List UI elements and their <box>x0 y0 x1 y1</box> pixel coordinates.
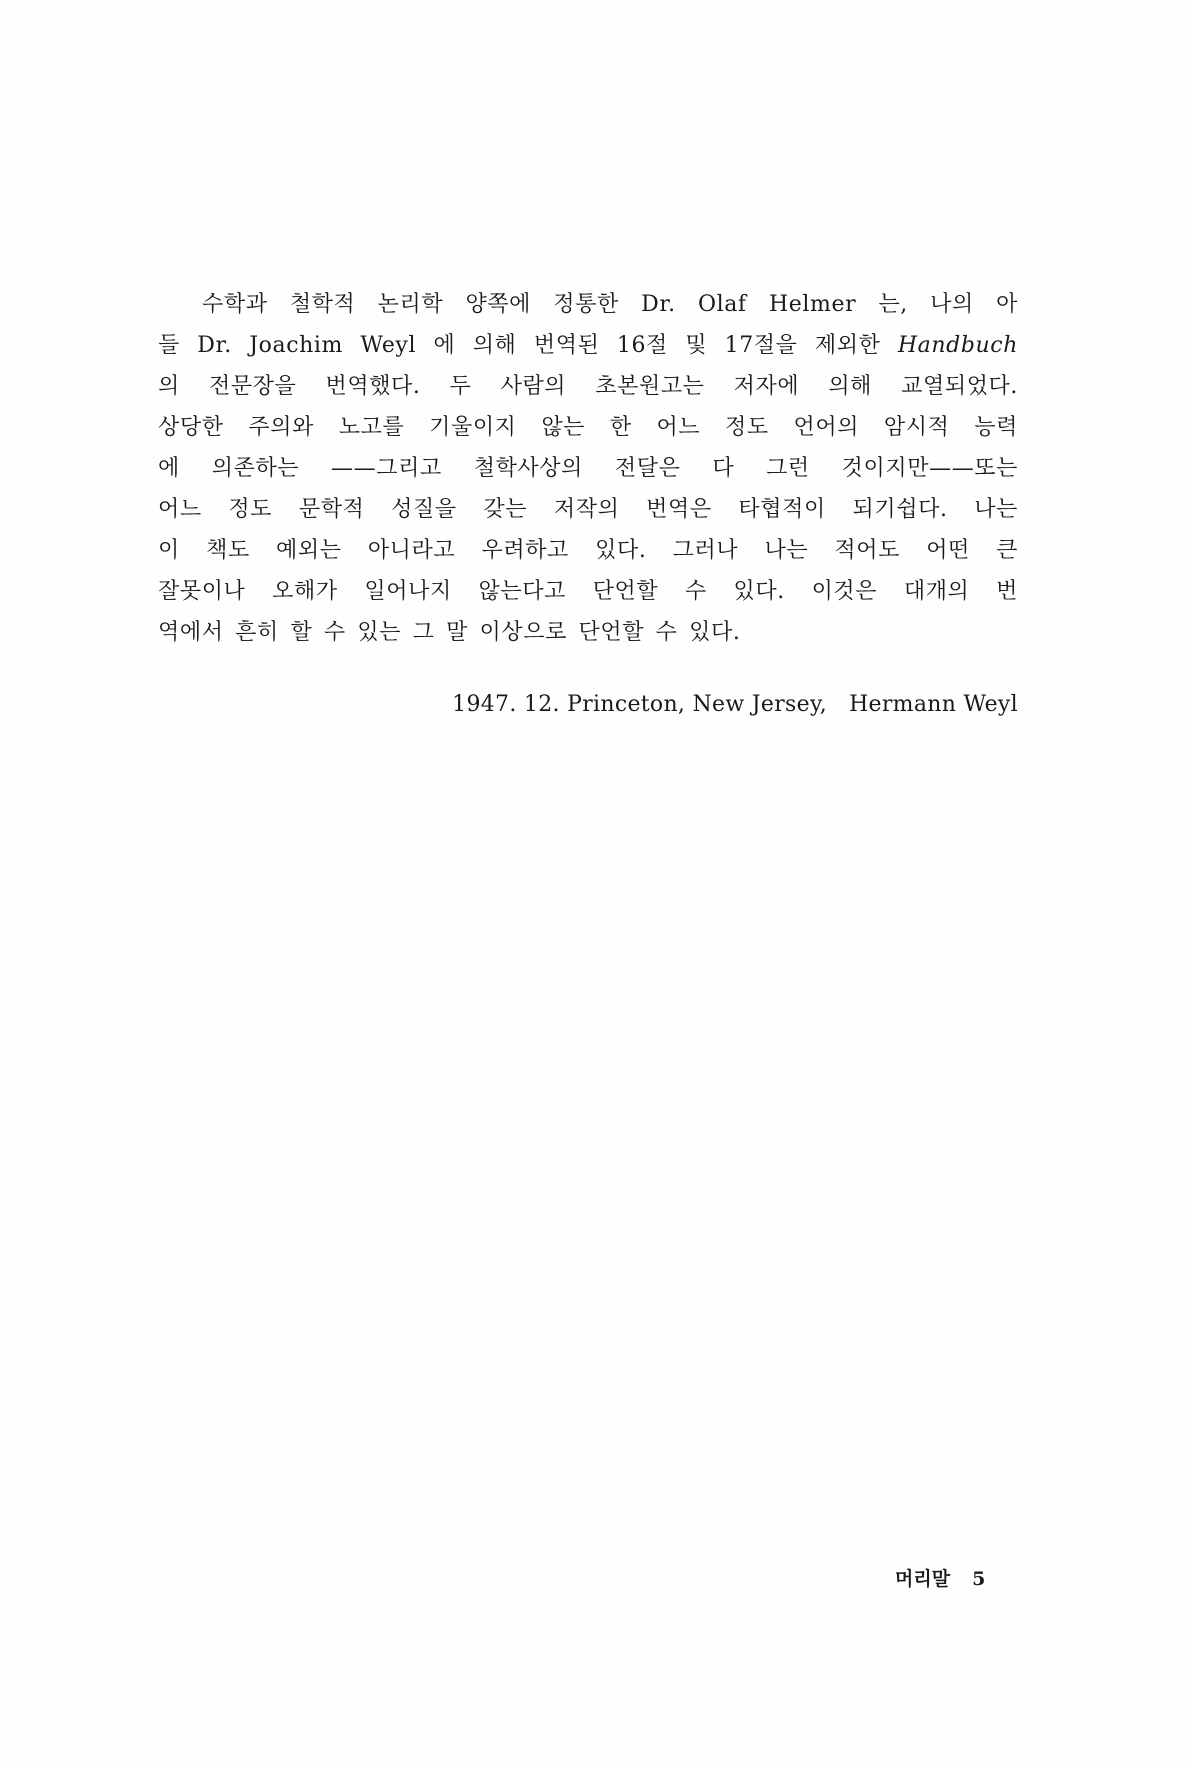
paragraph-line <box>158 325 1018 366</box>
paragraph-line: 역에서 흔히 할 수 있는 그 말 이상으로 단언할 수 있다. <box>158 620 741 645</box>
paragraph-line: 이 책도 예외는 아니라고 우려하고 있다. 그러나 나는 적어도 어떤 큰 <box>158 538 1018 563</box>
page-folio <box>895 1564 985 1591</box>
paragraph-line: 잘못이나 오해가 일어나지 않는다고 단언할 수 있다. 이것은 대개의 번 <box>158 579 1018 604</box>
paragraph-line-text: 들 Dr. Joachim Weyl 에 의해 번역된 16절 및 17절을 제외한 <box>158 333 881 358</box>
page-number: 5 <box>972 1568 986 1590</box>
paragraph-line: 에 의존하는 ——그리고 철학사상의 전달은 다 그런 것이지만——또는 <box>158 456 1018 481</box>
date-place: 1947. 12. Princeton, New Jersey, <box>452 692 828 717</box>
paragraph-line: 상당한 주의와 노고를 기울이지 않는 한 어느 정도 언어의 암시적 능력 <box>158 415 1018 440</box>
preface-paragraph <box>158 284 1018 653</box>
author-name: Hermann Weyl <box>849 692 1018 717</box>
paragraph-line: 수학과 철학적 논리학 양쪽에 정통한 Dr. Olaf Helmer 는, 나의 아 <box>202 292 1018 317</box>
italic-term: Handbuch <box>897 333 1018 358</box>
paragraph-line: 의 전문장을 번역했다. 두 사람의 초본원고는 저자에 의해 교열되었다. <box>158 374 1018 399</box>
signature-line <box>452 692 1018 717</box>
running-head: 머리말 <box>895 1568 951 1590</box>
paragraph-line: 어느 정도 문학적 성질을 갖는 저작의 번역은 타협적이 되기쉽다. 나는 <box>158 497 1018 522</box>
